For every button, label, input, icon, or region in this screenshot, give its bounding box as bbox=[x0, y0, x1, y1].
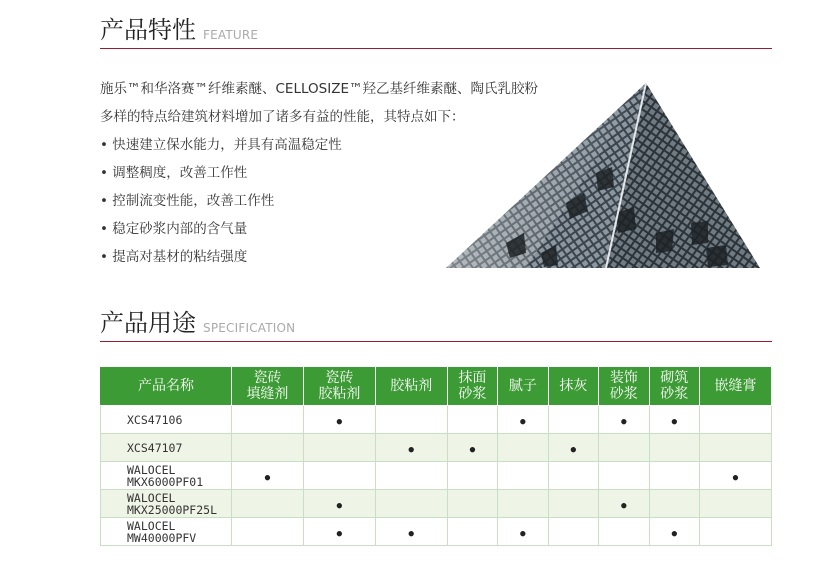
empty-cell bbox=[375, 462, 447, 490]
product-name-line: XCS47106 bbox=[127, 412, 183, 427]
empty-cell bbox=[548, 406, 598, 434]
empty-cell bbox=[447, 490, 497, 518]
column-header bbox=[649, 367, 699, 406]
applicable-dot-cell bbox=[232, 462, 304, 490]
applicable-dot-cell bbox=[498, 406, 548, 434]
table-row bbox=[101, 462, 772, 490]
applicable-dot-cell bbox=[447, 434, 497, 462]
empty-cell bbox=[498, 490, 548, 518]
empty-cell bbox=[375, 490, 447, 518]
applicable-dot-cell bbox=[548, 434, 598, 462]
applicable-dot-cell bbox=[303, 490, 375, 518]
intro-line-1: 施乐™和华洛赛™纤维素醚、CELLOSIZE™羟乙基纤维素醚、陶氏乳胶粉 bbox=[100, 81, 538, 97]
product-name-cell bbox=[101, 406, 232, 434]
empty-cell bbox=[599, 518, 649, 546]
column-header bbox=[599, 367, 649, 406]
applicable-dot-cell bbox=[649, 518, 699, 546]
empty-cell bbox=[649, 462, 699, 490]
column-header bbox=[375, 367, 447, 406]
empty-cell bbox=[548, 518, 598, 546]
applicable-dot-cell bbox=[498, 518, 548, 546]
feature-bullet: • 控制流变性能，改善工作性 bbox=[100, 187, 538, 215]
column-header-line: 瓷砖 bbox=[253, 370, 282, 386]
applicable-dot-cell bbox=[599, 490, 649, 518]
empty-cell bbox=[447, 462, 497, 490]
product-name-cell bbox=[101, 490, 232, 518]
feature-section-header bbox=[100, 14, 772, 49]
applicable-dot-cell bbox=[303, 518, 375, 546]
applicable-dot-cell bbox=[649, 406, 699, 434]
empty-cell bbox=[649, 490, 699, 518]
empty-cell bbox=[700, 518, 772, 546]
specification-section-header bbox=[100, 307, 772, 342]
empty-cell bbox=[498, 462, 548, 490]
specification-title: 产品用途 bbox=[100, 309, 196, 337]
feature-title: 产品特性 bbox=[100, 16, 196, 44]
applicable-dot-cell bbox=[375, 518, 447, 546]
empty-cell bbox=[548, 462, 598, 490]
column-header-line: 腻子 bbox=[508, 378, 537, 394]
product-name-line: MKX6000PF01 bbox=[127, 474, 204, 489]
table-row bbox=[101, 434, 772, 462]
building-facade-image bbox=[446, 83, 760, 268]
column-header-line: 抹灰 bbox=[559, 378, 588, 394]
empty-cell bbox=[700, 490, 772, 518]
product-name-line: WALOCEL bbox=[127, 490, 176, 505]
empty-cell bbox=[232, 406, 304, 434]
product-name-line: MKX25000PF25L bbox=[127, 502, 218, 517]
column-header-line: 瓷砖 bbox=[325, 370, 354, 386]
empty-cell bbox=[447, 406, 497, 434]
feature-bullet: • 稳定砂浆内部的含气量 bbox=[100, 215, 538, 243]
product-name-cell bbox=[101, 518, 232, 546]
application-table bbox=[100, 366, 772, 546]
feature-bullet: • 提高对基材的粘结强度 bbox=[100, 243, 538, 271]
applicable-dot-cell bbox=[599, 406, 649, 434]
empty-cell bbox=[700, 434, 772, 462]
intro-line-2: 多样的特点给建筑材料增加了诸多有益的性能，其特点如下： bbox=[100, 109, 465, 125]
applicable-dot-cell bbox=[303, 406, 375, 434]
column-header-line: 砌筑 bbox=[660, 370, 689, 386]
product-name-cell bbox=[101, 434, 232, 462]
product-name-cell bbox=[101, 462, 232, 490]
product-name-line: MW40000PFV bbox=[127, 530, 197, 545]
column-header-line: 填缝剂 bbox=[246, 386, 289, 402]
product-name-line: XCS47107 bbox=[127, 440, 183, 455]
column-header bbox=[232, 367, 304, 406]
table-row bbox=[101, 406, 772, 434]
empty-cell bbox=[232, 490, 304, 518]
table-row bbox=[101, 490, 772, 518]
column-header bbox=[548, 367, 598, 406]
empty-cell bbox=[447, 518, 497, 546]
column-header-line: 嵌缝膏 bbox=[714, 378, 757, 394]
applicable-dot-cell bbox=[375, 434, 447, 462]
empty-cell bbox=[303, 462, 375, 490]
column-header-line: 抹面 bbox=[458, 370, 487, 386]
empty-cell bbox=[498, 434, 548, 462]
column-header-line: 砂浆 bbox=[609, 386, 638, 402]
column-header bbox=[303, 367, 375, 406]
column-header-line: 产品名称 bbox=[138, 378, 194, 394]
feature-subtitle: FEATURE bbox=[203, 28, 259, 42]
product-name-line: WALOCEL bbox=[127, 518, 176, 533]
specification-subtitle: SPECIFICATION bbox=[203, 321, 296, 335]
column-header-line: 砂浆 bbox=[458, 386, 487, 402]
empty-cell bbox=[649, 434, 699, 462]
product-name-line: WALOCEL bbox=[127, 462, 176, 477]
empty-cell bbox=[375, 406, 447, 434]
table-body bbox=[101, 406, 772, 546]
table-header-row bbox=[101, 367, 772, 406]
empty-cell bbox=[599, 434, 649, 462]
applicable-dot-cell bbox=[700, 462, 772, 490]
column-header-line: 胶粘剂 bbox=[318, 386, 361, 402]
empty-cell bbox=[700, 406, 772, 434]
column-header bbox=[700, 367, 772, 406]
empty-cell bbox=[599, 462, 649, 490]
empty-cell bbox=[232, 518, 304, 546]
feature-bullet: • 调整稠度，改善工作性 bbox=[100, 159, 538, 187]
empty-cell bbox=[232, 434, 304, 462]
column-header bbox=[447, 367, 497, 406]
table-row bbox=[101, 518, 772, 546]
column-header-line: 胶粘剂 bbox=[390, 378, 433, 394]
column-header-line: 砂浆 bbox=[660, 386, 689, 402]
feature-bullet: • 快速建立保水能力，并具有高温稳定性 bbox=[100, 131, 538, 159]
column-header bbox=[498, 367, 548, 406]
column-header-line: 装饰 bbox=[609, 370, 638, 386]
empty-cell bbox=[548, 490, 598, 518]
column-header bbox=[101, 367, 232, 406]
empty-cell bbox=[303, 434, 375, 462]
